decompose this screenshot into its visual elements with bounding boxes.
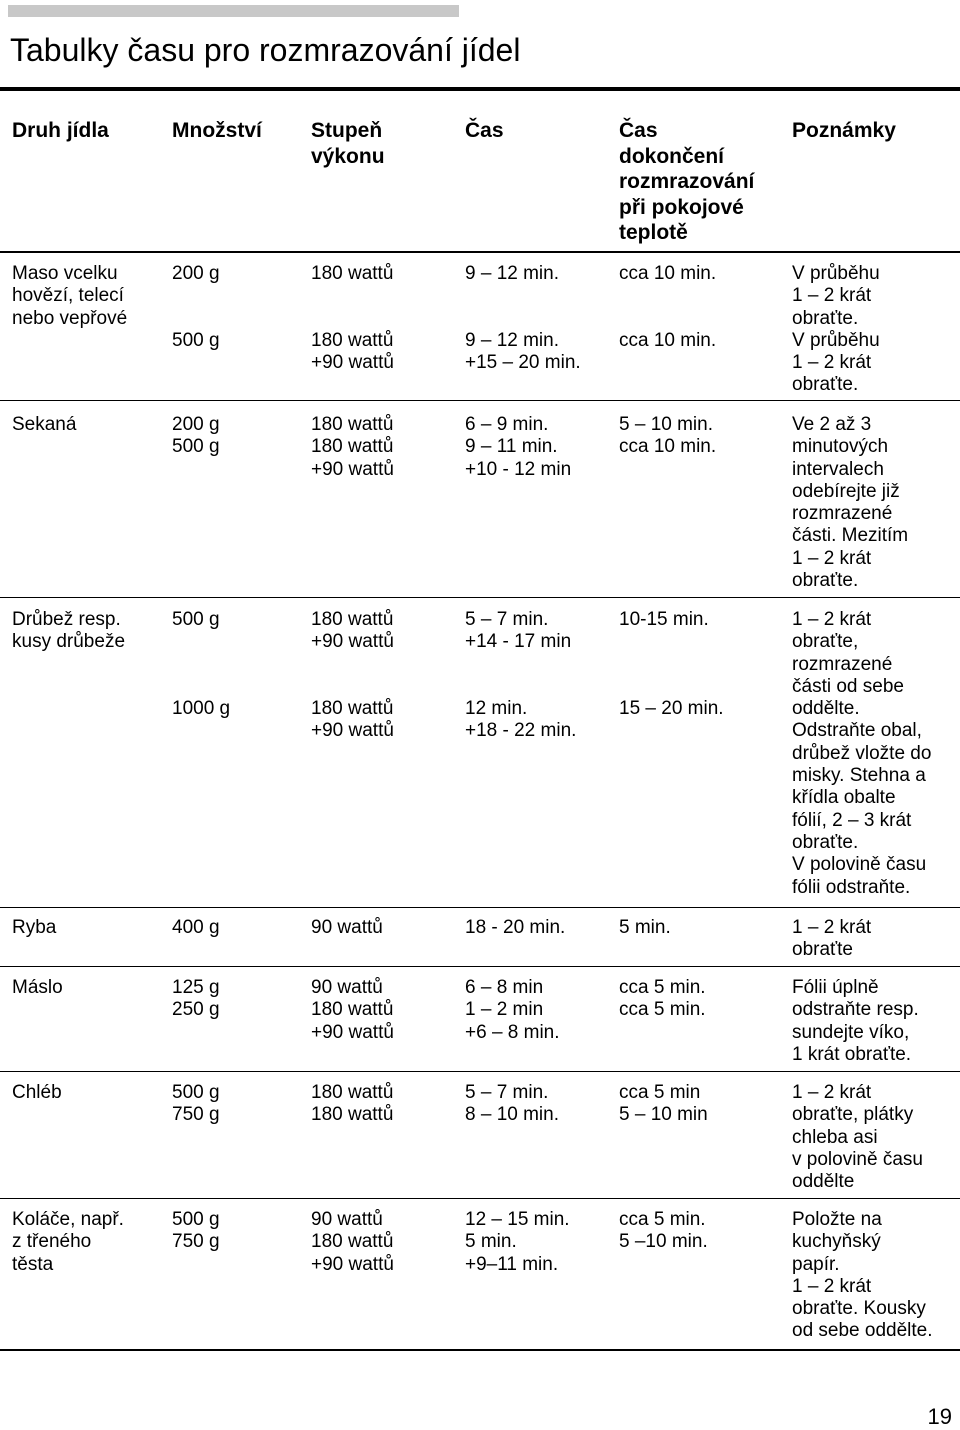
cell-time: 6 – 9 min. 9 – 11 min. +10 - 12 min bbox=[465, 414, 572, 480]
rule-row-5 bbox=[0, 1071, 960, 1072]
cell-finish: cca 5 min. cca 5 min. bbox=[619, 977, 706, 1021]
cell-finish: cca 10 min. cca 10 min. bbox=[619, 263, 717, 351]
cell-finish: 5 min. bbox=[619, 917, 671, 938]
header-notes: Poznámky bbox=[792, 119, 896, 142]
cell-amount: 500 g 750 g bbox=[172, 1082, 220, 1126]
cell-time: 18 - 20 min. bbox=[465, 917, 566, 938]
page-number: 19 bbox=[927, 1404, 952, 1429]
rule-top bbox=[0, 87, 960, 91]
cell-power: 180 wattů +90 wattů 180 wattů +90 wattů bbox=[311, 609, 394, 742]
rule-bottom bbox=[0, 1349, 960, 1351]
cell-finish: 5 – 10 min. cca 10 min. bbox=[619, 414, 717, 458]
cell-food: Ryba bbox=[12, 917, 57, 938]
cell-amount: 200 g 500 g bbox=[172, 263, 220, 351]
cell-power: 180 wattů 180 wattů +90 wattů bbox=[311, 414, 394, 480]
cell-power: 90 wattů 180 wattů +90 wattů bbox=[311, 977, 394, 1043]
cell-food: Chléb bbox=[12, 1082, 62, 1103]
cell-food: Koláče, např. z třeného těsta bbox=[12, 1209, 124, 1275]
rule-header bbox=[0, 251, 960, 253]
cell-notes: 1 – 2 krát obraťte, plátky chleba asi v polovině času oddělte bbox=[792, 1082, 923, 1193]
cell-notes: Položte na kuchyňský papír. 1 – 2 krát obraťte. Kousky od sebe oddělte. bbox=[792, 1209, 933, 1342]
cell-time: 5 – 7 min. 8 – 10 min. bbox=[465, 1082, 559, 1126]
cell-notes: 1 – 2 krát obraťte, rozmrazené části od sebe oddělte. Odstraňte obal, drůbež vložte do misky. Stehna a křídla obalte fólií, 2 – 3 krát obraťte. V polovině času fólii odstraňte. bbox=[792, 609, 932, 898]
cell-amount: 500 g 750 g bbox=[172, 1209, 220, 1253]
cell-time: 5 – 7 min. +14 - 17 min 12 min. +18 - 22 min. bbox=[465, 609, 577, 742]
cell-power: 90 wattů bbox=[311, 917, 383, 938]
cell-amount: 200 g 500 g bbox=[172, 414, 220, 458]
rule-row-4 bbox=[0, 966, 960, 967]
cell-time: 12 – 15 min. 5 min. +9–11 min. bbox=[465, 1209, 570, 1275]
cell-power: 90 wattů 180 wattů +90 wattů bbox=[311, 1209, 394, 1275]
cell-food: Máslo bbox=[12, 977, 63, 998]
cell-finish: cca 5 min 5 – 10 min bbox=[619, 1082, 708, 1126]
header-power-level: Stupeň výkonu bbox=[311, 119, 385, 168]
header-bar bbox=[8, 5, 459, 17]
cell-time: 9 – 12 min. 9 – 12 min. +15 – 20 min. bbox=[465, 263, 581, 374]
cell-notes: 1 – 2 krát obraťte bbox=[792, 917, 872, 961]
cell-food: Maso vcelku hovězí, telecí nebo vepřové bbox=[12, 263, 128, 329]
cell-finish: 10-15 min. 15 – 20 min. bbox=[619, 609, 724, 720]
cell-amount: 125 g 250 g bbox=[172, 977, 220, 1021]
rule-row-6 bbox=[0, 1198, 960, 1199]
cell-food: Drůbež resp. kusy drůbeže bbox=[12, 609, 126, 653]
header-food-type: Druh jídla bbox=[12, 119, 109, 142]
rule-row-3 bbox=[0, 907, 960, 908]
cell-power: 180 wattů 180 wattů +90 wattů bbox=[311, 263, 394, 374]
cell-notes: V průběhu 1 – 2 krát obraťte. V průběhu 1 – 2 krát obraťte. bbox=[792, 263, 880, 396]
cell-time: 6 – 8 min 1 – 2 min +6 – 8 min. bbox=[465, 977, 560, 1043]
cell-notes: Ve 2 až 3 minutových intervalech odebírejte již rozmrazené části. Mezitím 1 – 2 krát obraťte. bbox=[792, 414, 909, 592]
cell-amount: 400 g bbox=[172, 917, 220, 938]
header-time: Čas bbox=[465, 119, 504, 142]
cell-finish: cca 5 min. 5 –10 min. bbox=[619, 1209, 708, 1253]
cell-notes: Fólii úplně odstraňte resp. sundejte víko, 1 krát obraťte. bbox=[792, 977, 919, 1065]
header-finish-time: Čas dokončení rozmrazování při pokojové teplotě bbox=[619, 119, 755, 244]
rule-row-2 bbox=[0, 597, 960, 598]
cell-amount: 500 g 1000 g bbox=[172, 609, 231, 720]
rule-row-1 bbox=[0, 400, 960, 401]
cell-food: Sekaná bbox=[12, 414, 77, 435]
cell-power: 180 wattů 180 wattů bbox=[311, 1082, 394, 1126]
header-amount: Množství bbox=[172, 119, 262, 142]
page-title: Tabulky času pro rozmrazování jídel bbox=[10, 32, 521, 68]
